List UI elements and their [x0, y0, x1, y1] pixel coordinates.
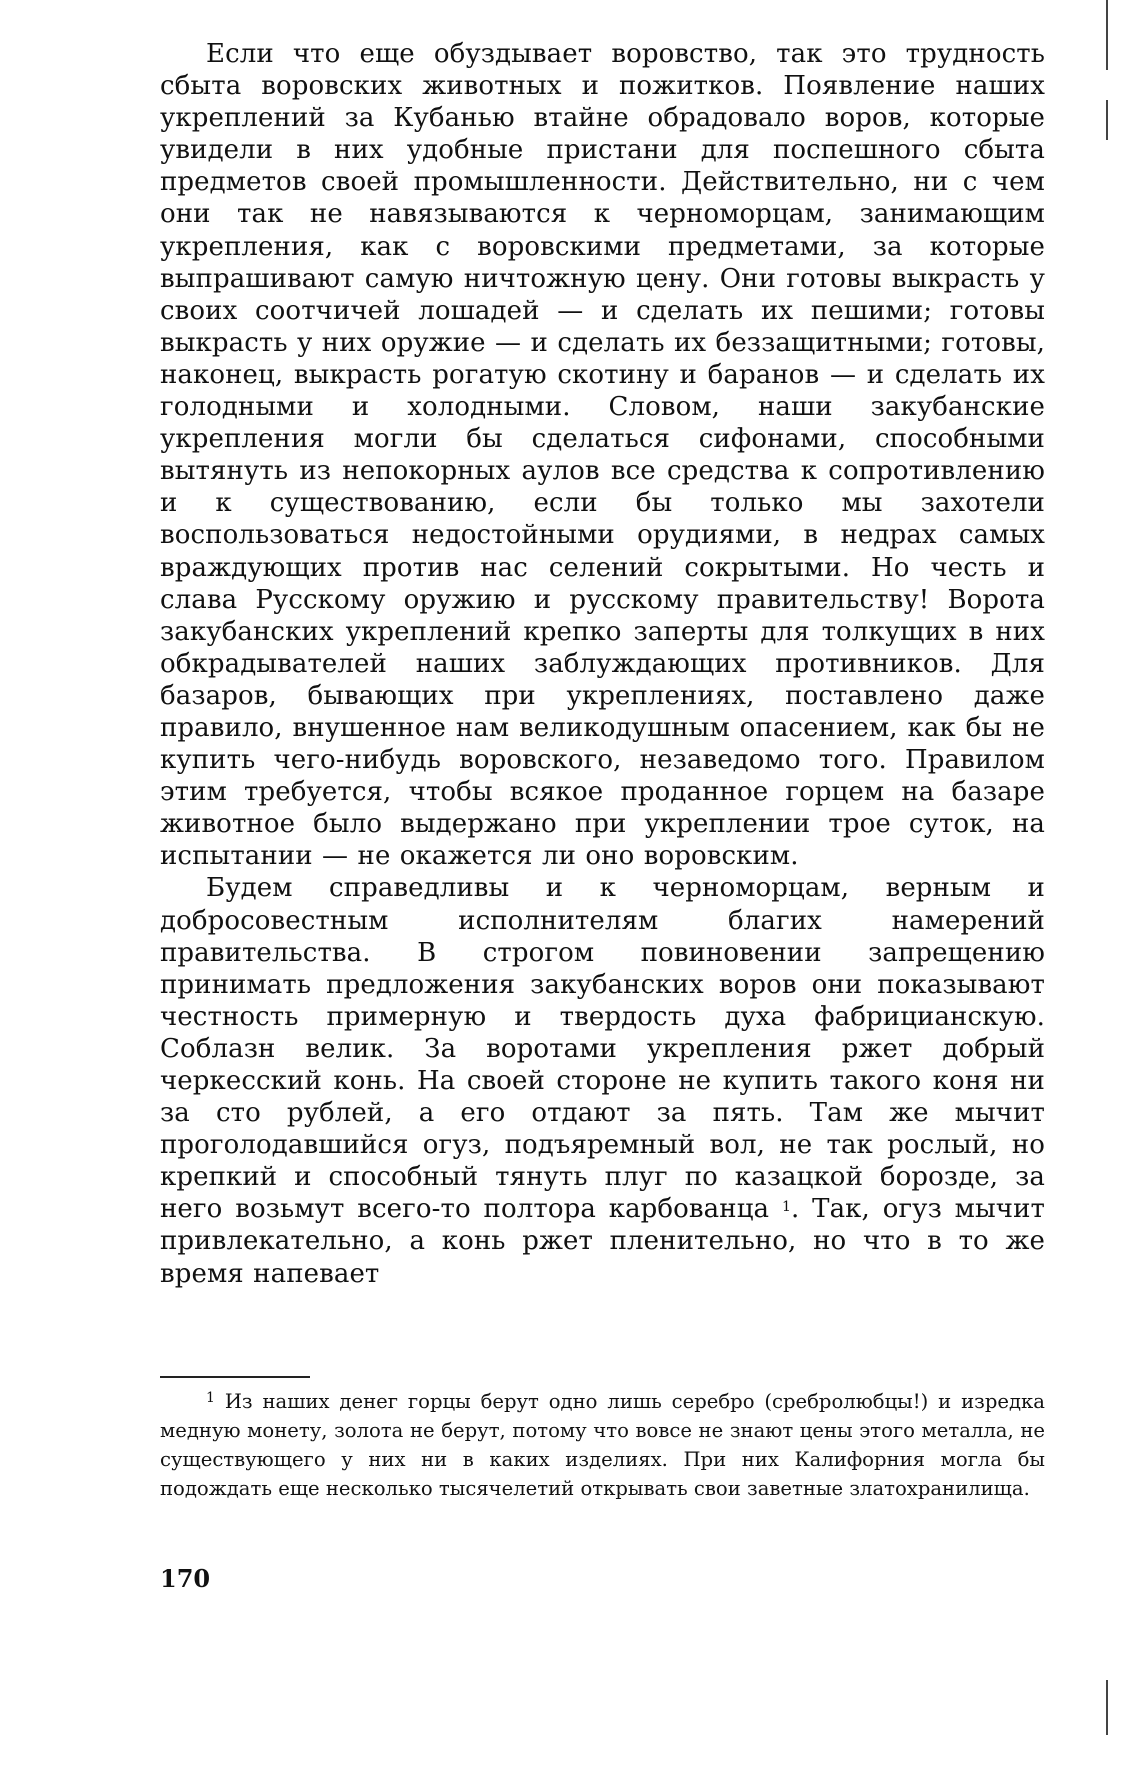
footnote-divider [160, 1376, 310, 1378]
footnote-reference[interactable]: 1 [781, 1199, 791, 1216]
scan-edge-line-top [1106, 0, 1108, 70]
page-number: 170 [160, 1564, 211, 1593]
main-text [160, 38, 1045, 1290]
scan-edge-line-bottom [1106, 1680, 1108, 1735]
footnote-marker: 1 [206, 1390, 215, 1406]
scan-edge-line-mid [1106, 100, 1108, 140]
footnote-text: Из наших денег горцы берут одно лишь серебро (сребролюбцы!) и изредка медную монету, золота не берут, потому что вовсе не знают цены этого металла, не существующего у них ни в каких изделиях. При них Калифорния могла бы подождать еще несколько тысячелетий открывать свои заветные златохранилища. [160, 1390, 1045, 1500]
paragraph-2-tail: . Так, огуз мычит привлекательно, а конь ржет пленительно, но что в то же время напевает [160, 1194, 1045, 1289]
paragraph-2-text: Будем справедливы и к черноморцам, верным и добросовестным исполнителям благих намерений правительства. В строгом повиновении запрещению принимать предложения закубанских воров они показывают честность примерную и твердость духа фабрицианскую. Соблазн велик. За воротами укрепления ржет добрый черкесский конь. На своей стороне не купить такого коня ни за сто рублей, а его отдают за пять. Там же мычит проголодавшийся огуз, подъяремный вол, не так рослый, но крепкий и способный тянуть плуг по казацкой борозде, за него возьмут всего-то полтора карбованца [160, 873, 1045, 1225]
paragraph-1: Если что еще обуздывает воровство, так это трудность сбыта воровских животных и пожитков. Появление наших укреплений за Кубанью втайне обрадовало воров, которые увидели в них удобные пристани для поспешного сбыта предметов своей промышленности. Действительно, ни с чем они так не навязываются к черноморцам, занимающим укрепления, как с воровскими предметами, за которые выпрашивают самую ничтожную цену. Они готовы выкрасть у своих соотчичей лошадей — и сделать их пешими; готовы выкрасть у них оружие — и сделать их беззащитными; готовы, наконец, выкрасть рогатую скотину и баранов — и сделать их голодными и холодными. Словом, наши закубанские укрепления могли бы сделаться сифонами, способными вытянуть из непокорных аулов все средства к сопротивлению и к существованию, если бы только мы захотели воспользоваться недостойными орудиями, в недрах самых враждующих против нас селений сокрытыми. Но честь и слава Русскому оружию и русскому правительству! Ворота закубанских укреплений крепко заперты для толкущих в них обкрадывателей наших заблуждающих противников. Для базаров, бывающих при укреплениях, поставлено даже правило, внушенное нам великодушным опасением, как бы не купить чего-нибудь воровского, незаведомо того. Правилом этим требуется, чтобы всякое проданное горцем на базаре животное было выдержано при укреплении трое суток, на испытании — не окажется ли оно воровским. [160, 39, 1045, 872]
footnote [160, 1387, 1045, 1503]
paragraph-2 [160, 872, 1045, 1289]
